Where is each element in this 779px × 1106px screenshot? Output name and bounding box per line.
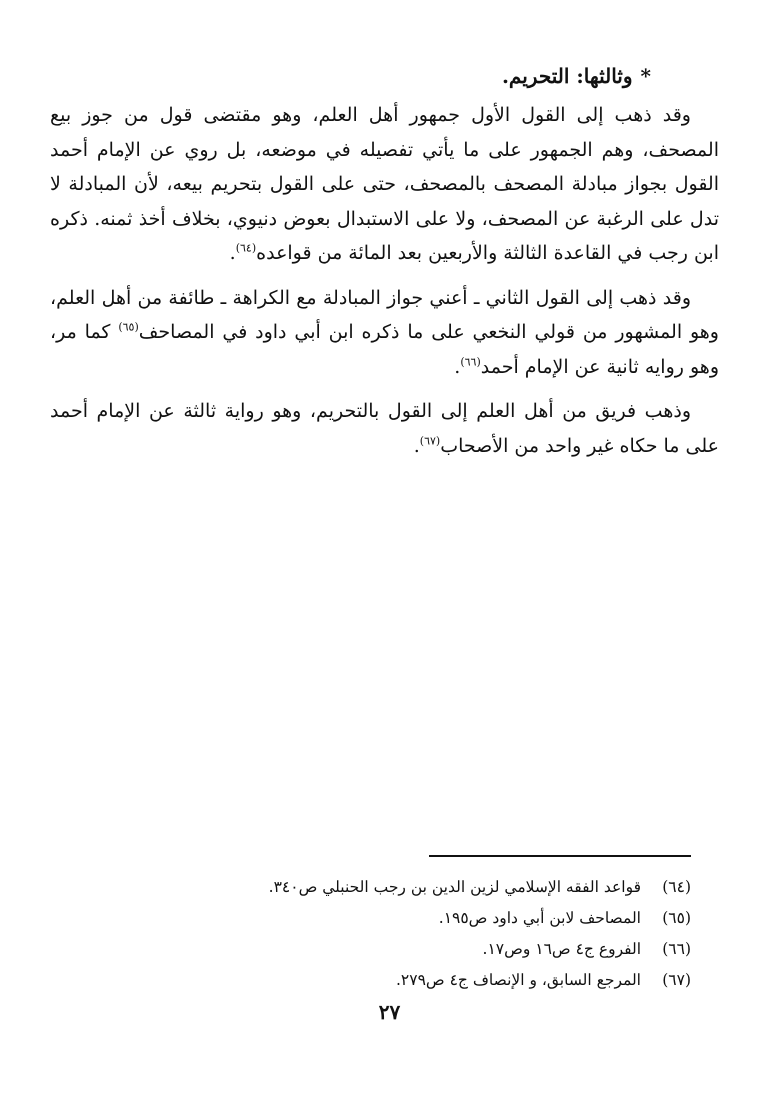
heading-star: * bbox=[640, 64, 651, 88]
footnote-text: الفروع ج٤ ص١٦ وص١٧. bbox=[482, 940, 641, 958]
paragraph-text: وذهب فريق من أهل العلم إلى القول بالتحريم، وهو رواية ثالثة عن الإمام أحمد على ما حكاه غير واحد من الأصحاب bbox=[50, 400, 719, 457]
footnotes bbox=[200, 872, 691, 996]
footnote-item bbox=[200, 934, 691, 965]
section-heading bbox=[60, 62, 651, 90]
footnote-number: (٦٥) bbox=[662, 909, 691, 927]
footnote-item bbox=[200, 903, 691, 934]
footnote-ref: (٦٤) bbox=[235, 241, 257, 255]
paragraph-end: . bbox=[413, 434, 420, 457]
footnote-text: المصاحف لابن أبي داود ص١٩٥. bbox=[438, 909, 641, 927]
paragraph-text-continued: كما مر، وهو روايه ثانية عن الإمام أحمد bbox=[50, 321, 719, 378]
page-number: ٢٧ bbox=[378, 1000, 401, 1024]
paragraph-3 bbox=[50, 394, 719, 463]
heading-text: وثالثها: التحريم. bbox=[501, 64, 633, 88]
paragraph-end: . bbox=[454, 355, 461, 378]
paragraph-1 bbox=[50, 98, 719, 271]
body-text bbox=[50, 98, 719, 473]
paragraph-text: وقد ذهب إلى القول الأول جمهور أهل العلم، وهو مقتضى قول من جوز بيع المصحف، وهم الجمهور على ما يأتي تفصيله في موضعه، بل روي عن الإمام أحمد القول بجواز مبادلة المصحف بالمصحف، حتى على القول بتحريم بيعه، لأن المبادلة لا تدل على الرغبة عن المصحف، ولا على الاستبدال بعوض دنيوي، بخلاف أخذ ثمنه. ذكره ابن رجب في القاعدة الثالثة والأربعين بعد المائة من قواعده bbox=[50, 104, 719, 264]
paragraph-end: . bbox=[229, 242, 236, 264]
paragraph-2 bbox=[50, 281, 719, 385]
footnote-item bbox=[200, 965, 691, 996]
footnote-number: (٦٧) bbox=[662, 971, 691, 989]
paragraph-text: وقد ذهب إلى القول الثاني ـ أعني جواز المبادلة مع الكراهة ـ طائفة من أهل العلم، وهو المشهور من قولي النخعي على ما ذكره ابن أبي داود في المصاحف bbox=[50, 286, 719, 343]
footnote-separator bbox=[429, 855, 691, 857]
footnote-item bbox=[200, 872, 691, 903]
footnote-number: (٦٤) bbox=[662, 878, 691, 896]
footnote-ref: (٦٥) bbox=[118, 320, 139, 334]
footnote-ref: (٦٧) bbox=[419, 434, 441, 448]
footnote-number: (٦٦) bbox=[662, 940, 691, 958]
footnote-ref: (٦٦) bbox=[460, 355, 481, 369]
footnote-text: المرجع السابق، و الإنصاف ج٤ ص٢٧٩. bbox=[395, 971, 641, 989]
footnote-text: قواعد الفقه الإسلامي لزين الدين بن رجب الحنبلي ص٣٤٠. bbox=[268, 878, 641, 896]
